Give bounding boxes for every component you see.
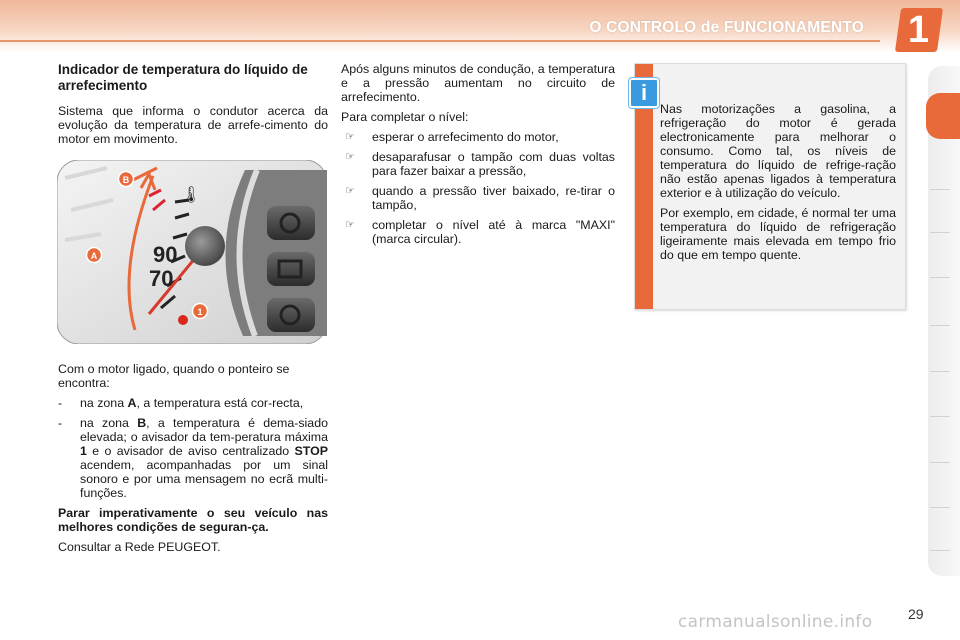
tab-divider: [930, 325, 950, 326]
list-item: [341, 218, 615, 246]
info-icon: i: [629, 78, 659, 108]
tab-divider: [930, 189, 950, 190]
item-text: e o avisador de aviso centralizado: [86, 444, 295, 458]
zone-key: B: [137, 416, 147, 430]
gauge-hub: [185, 226, 225, 266]
list-item: [341, 130, 615, 144]
max-temp-warning-lamp: [178, 315, 188, 325]
zone-a-label: A: [90, 251, 98, 261]
info-paragraph: Nas motorizações a gasolina, a refrigeração do motor é gerada electronicamente para melhorar o consumo. Como tal, os níveis de temperatura do líquido de refrige-ração não estão apenas ligados à temperatura exterior e à utilização do veículo.: [660, 102, 896, 200]
scale-label-70: 70: [149, 266, 174, 291]
arrow-bullet-icon: ☞: [345, 151, 355, 163]
section-heading: Indicador de temperatura do líquido de arrefecimento: [58, 62, 308, 93]
info-box: [634, 63, 906, 310]
list-item: [341, 184, 615, 212]
item-text: , a temperatura está cor-recta,: [136, 396, 304, 410]
step-text: desaparafusar o tampão com duas voltas para fazer baixar a pressão,: [372, 150, 615, 178]
chapter-tabs: [928, 66, 960, 576]
middle-column: [341, 62, 615, 252]
warning-key: 1: [80, 444, 87, 458]
watermark: carmanualsonline.info: [678, 612, 873, 632]
tab-divider: [930, 277, 950, 278]
warning-1-marker: [193, 304, 208, 319]
zone-a-marker: [87, 248, 102, 263]
list-item: [58, 416, 328, 500]
page-number: 29: [908, 606, 924, 622]
consult-network: Consultar a Rede PEUGEOT.: [58, 540, 221, 554]
info-box-text: [660, 102, 896, 268]
step-text: quando a pressão tiver baixado, re-tirar o tampão,: [372, 184, 615, 212]
header-rule: [0, 40, 880, 42]
chapter-title: O CONTROLO de FUNCIONAMENTO: [589, 19, 864, 36]
tab-divider: [930, 550, 950, 551]
tab-divider: [930, 416, 950, 417]
section-intro: Sistema que informa o condutor acerca da evolução da temperatura de arrefe-cimento do motor em movimento.: [58, 104, 328, 146]
stop-key: STOP: [294, 444, 328, 458]
pressure-paragraph: Após alguns minutos de condução, a temperatura e a pressão aumentam no circuito de arrefecimento.: [341, 62, 615, 104]
item-text: na zona: [80, 416, 138, 430]
scale-label-90: 90: [153, 242, 178, 267]
list-item: [341, 150, 615, 178]
coolant-temperature-icon: 🌡: [181, 185, 202, 204]
list-item: [58, 396, 328, 410]
temperature-gauge-illustration: [57, 160, 327, 344]
item-text: na zona: [80, 396, 128, 410]
zone-b-label: B: [122, 175, 130, 185]
arrow-bullet-icon: ☞: [345, 219, 355, 231]
zone-key: A: [127, 396, 137, 410]
info-paragraph: Por exemplo, em cidade, é normal ter uma temperatura do líquido de refrigeração ligeiramente mais elevada em tempo frio do que em tempo quente.: [660, 206, 896, 262]
warning-1-label: 1: [197, 307, 203, 317]
zone-b-marker: [119, 172, 134, 187]
arrow-bullet-icon: ☞: [345, 131, 355, 143]
dash-marker: -: [58, 396, 63, 410]
stop-warning: Parar imperativamente o seu veículo nas melhores condições de seguran-ça.: [58, 506, 328, 534]
item-text: acendem, acompanhadas por um sinal sonoro e por uma mensagem no ecrã multi-funções.: [80, 458, 328, 500]
chapter-number-badge: [895, 8, 943, 52]
step-text: esperar o arrefecimento do motor,: [372, 130, 559, 144]
engine-on-section: [58, 362, 328, 560]
tab-divider: [930, 507, 950, 508]
chapter-number: 1: [908, 8, 930, 51]
arrow-bullet-icon: ☞: [345, 185, 355, 197]
item-text: , a temperatura é dema-siado elevada; o avisador da tem-peratura máxima: [80, 416, 328, 444]
tab-divider: [930, 462, 950, 463]
warning-lamp-tiles: [267, 206, 315, 332]
tab-divider: [930, 371, 950, 372]
left-column: [58, 62, 328, 152]
tab-divider: [930, 232, 950, 233]
chapter-tab-active[interactable]: [926, 93, 960, 139]
complete-level-lead: Para completar o nível:: [341, 110, 469, 124]
step-text: completar o nível até à marca "MAXI" (marca circular).: [372, 218, 615, 246]
dash-marker: -: [58, 416, 63, 430]
engine-on-lead: Com o motor ligado, quando o ponteiro se encontra:: [58, 362, 290, 390]
